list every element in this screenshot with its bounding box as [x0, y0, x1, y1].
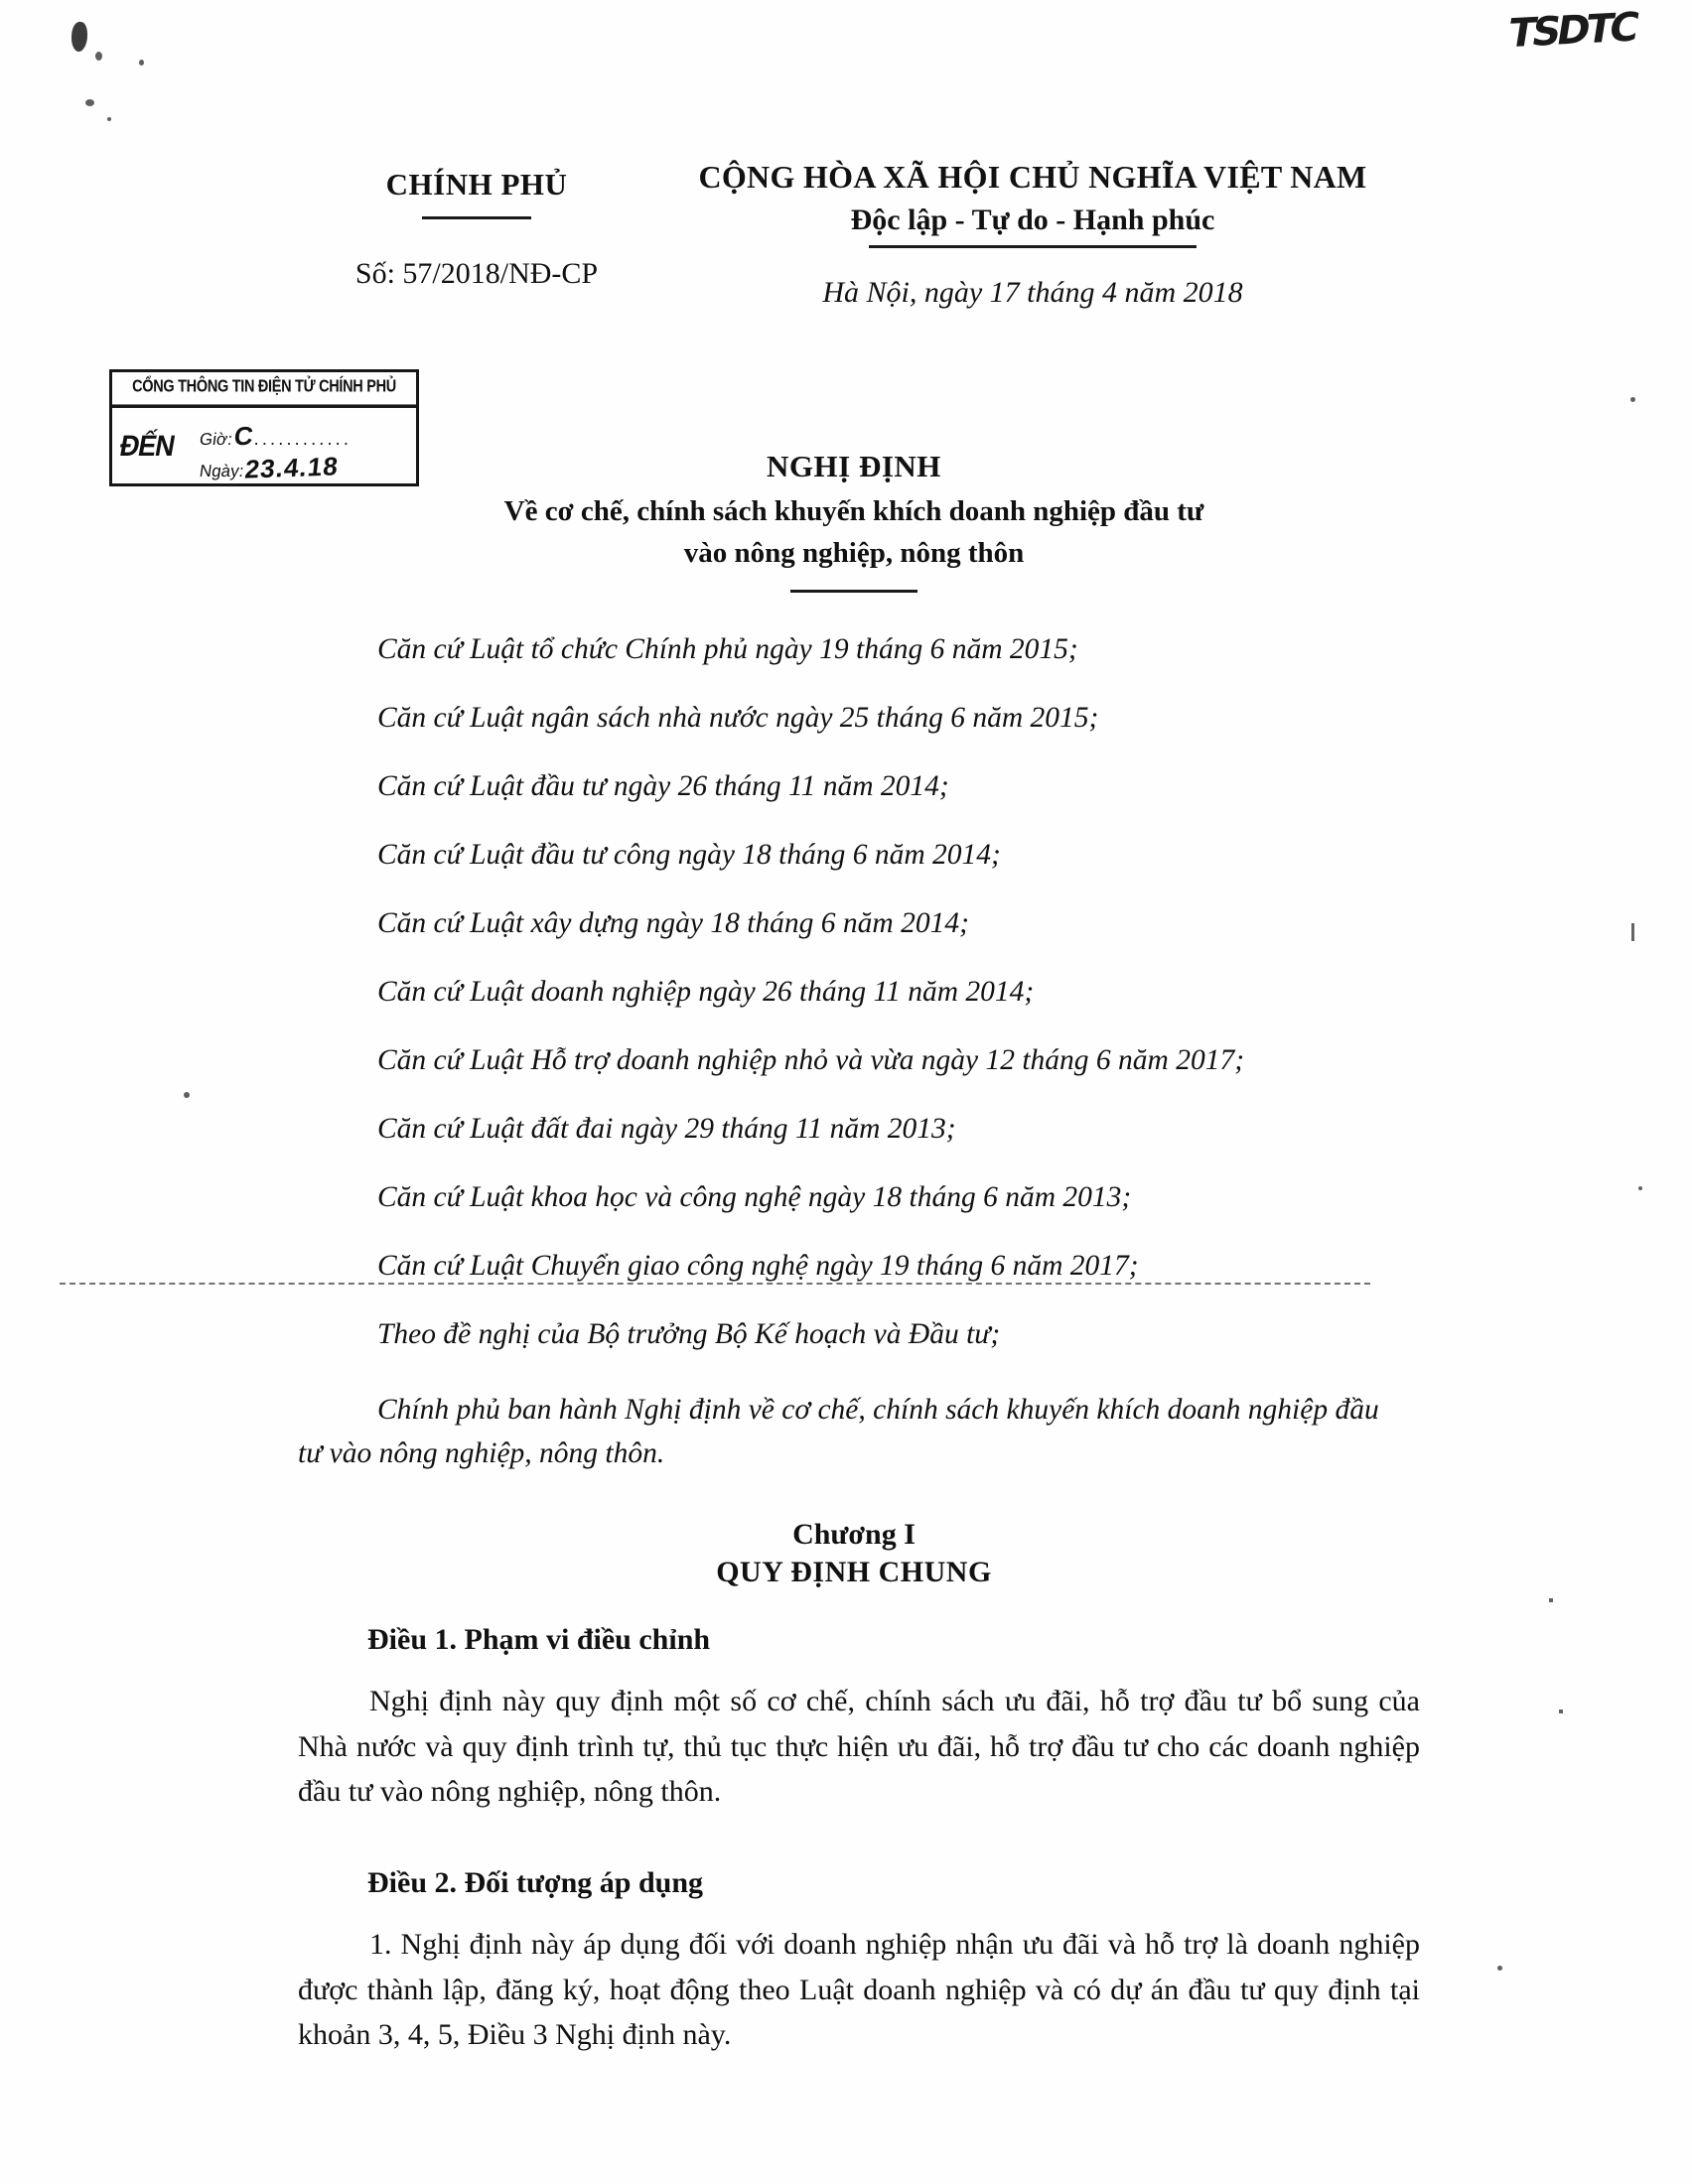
scan-edge-tick — [1549, 1598, 1553, 1602]
article-2-heading: Điều 2. Đối tượng áp dụng — [367, 1866, 704, 1899]
organization-underline — [422, 216, 531, 219]
handwritten-corner-annotation: TSDTC — [1504, 4, 1639, 58]
scan-noise-blob — [71, 22, 87, 52]
legal-basis-line: Căn cứ Luật khoa học và công nghệ ngày 18 tháng 6 năm 2013; — [377, 1181, 1132, 1213]
title-underline — [790, 590, 917, 593]
document-subject-line-1: Về cơ chế, chính sách khuyến khích doanh nghiệp đầu tư — [503, 495, 1204, 527]
legal-basis-line: Căn cứ Luật đất đai ngày 29 tháng 11 năm 2013; — [377, 1113, 956, 1145]
document-subject-line-2: vào nông nghiệp, nông thôn — [683, 537, 1025, 570]
legal-basis-line: Căn cứ Luật doanh nghiệp ngày 26 tháng 11 năm 2014; — [377, 976, 1035, 1008]
document-title-block — [328, 449, 1380, 593]
stamp-office-name: CỔNG THÔNG TIN ĐIỆN TỬ CHÍNH PHỦ — [112, 369, 416, 408]
legal-basis-line: Căn cứ Luật tổ chức Chính phủ ngày 19 tháng 6 năm 2015; — [377, 633, 1078, 665]
header-right-column — [635, 159, 1430, 310]
scan-speckle — [95, 52, 102, 61]
scan-speckle — [107, 117, 111, 121]
scan-speckle — [85, 99, 94, 106]
stamp-time-value: C — [232, 420, 256, 452]
legal-basis-line: Căn cứ Luật đầu tư công ngày 18 tháng 6 năm 2014; — [377, 839, 1001, 871]
stamp-date-row — [198, 451, 342, 484]
header-left-column — [328, 167, 626, 291]
chapter-number: Chương I — [792, 1518, 916, 1551]
stamp-time-dots: ............ — [253, 429, 352, 449]
article-1-heading: Điều 1. Phạm vi điều chỉnh — [367, 1623, 711, 1656]
proposal-line: Theo đề nghị của Bộ trưởng Bộ Kế hoạch và Đầu tư; — [377, 1318, 1001, 1350]
preamble-section — [298, 635, 1400, 1485]
legal-basis-line: Căn cứ Luật Hỗ trợ doanh nghiệp nhỏ và vừa ngày 12 tháng 6 năm 2017; — [377, 1044, 1245, 1076]
document-number: Số: 57/2018/NĐ-CP — [354, 257, 599, 290]
article-1 — [298, 1623, 1420, 1815]
scan-speckle — [1497, 1966, 1502, 1971]
motto-underline — [869, 245, 1197, 248]
article-2 — [298, 1866, 1420, 2058]
enactment-paragraph: Chính phủ ban hành Nghị định về cơ chế, chính sách khuyến khích doanh nghiệp đầu tư vào nông nghiệp, nông thôn. — [298, 1394, 1379, 1469]
chapter-name: QUY ĐỊNH CHUNG — [716, 1556, 992, 1588]
scan-edge-tick — [1631, 923, 1634, 941]
legal-basis-line: Căn cứ Luật Chuyển giao công nghệ ngày 19 tháng 6 năm 2017; — [377, 1250, 1139, 1282]
issuing-organization: CHÍNH PHỦ — [385, 167, 568, 202]
scan-edge-tick — [1559, 1709, 1563, 1713]
chapter-heading — [328, 1518, 1380, 1589]
place-and-date: Hà Nội, ngày 17 tháng 4 năm 2018 — [822, 276, 1243, 309]
scan-speckle — [139, 60, 144, 66]
document-type-title: NGHỊ ĐỊNH — [767, 449, 941, 483]
stamp-time-row — [200, 421, 352, 452]
stamp-date-value: 23.4.18 — [243, 451, 342, 484]
stamp-arrival-label: ĐẾN — [117, 429, 178, 463]
stamp-date-label: Ngày: — [198, 462, 245, 480]
legal-basis-line: Căn cứ Luật xây dựng ngày 18 tháng 6 năm 2014; — [377, 907, 969, 939]
scan-artifact-line — [60, 1283, 1370, 1285]
scan-speckle — [1630, 397, 1635, 402]
legal-basis-line: Căn cứ Luật ngân sách nhà nước ngày 25 tháng 6 năm 2015; — [377, 702, 1099, 734]
scan-speckle — [1638, 1186, 1642, 1190]
national-title: CỘNG HÒA XÃ HỘI CHỦ NGHĨA VIỆT NAM — [698, 159, 1367, 195]
scan-speckle — [184, 1092, 190, 1098]
article-1-body: Nghị định này quy định một số cơ chế, chính sách ưu đãi, hỗ trợ đầu tư bổ sung của Nhà nước và quy định trình tự, thủ tục thực hiện ưu đãi, hỗ trợ đầu tư cho các doanh nghiệp đầu tư vào nông nghiệp, nông thôn. — [298, 1685, 1420, 1809]
national-motto: Độc lập - Tự do - Hạnh phúc — [850, 204, 1215, 236]
legal-basis-line: Căn cứ Luật đầu tư ngày 26 tháng 11 năm 2014; — [377, 770, 949, 802]
stamp-time-label: Giờ: — [198, 430, 234, 449]
article-2-body: 1. Nghị định này áp dụng đối với doanh nghiệp nhận ưu đãi và hỗ trợ là doanh nghiệp được thành lập, đăng ký, hoạt động theo Luật doanh nghiệp và có dự án đầu tư quy định tại khoản 3, 4, 5, Điều 3 Nghị định này. — [298, 1928, 1420, 2052]
